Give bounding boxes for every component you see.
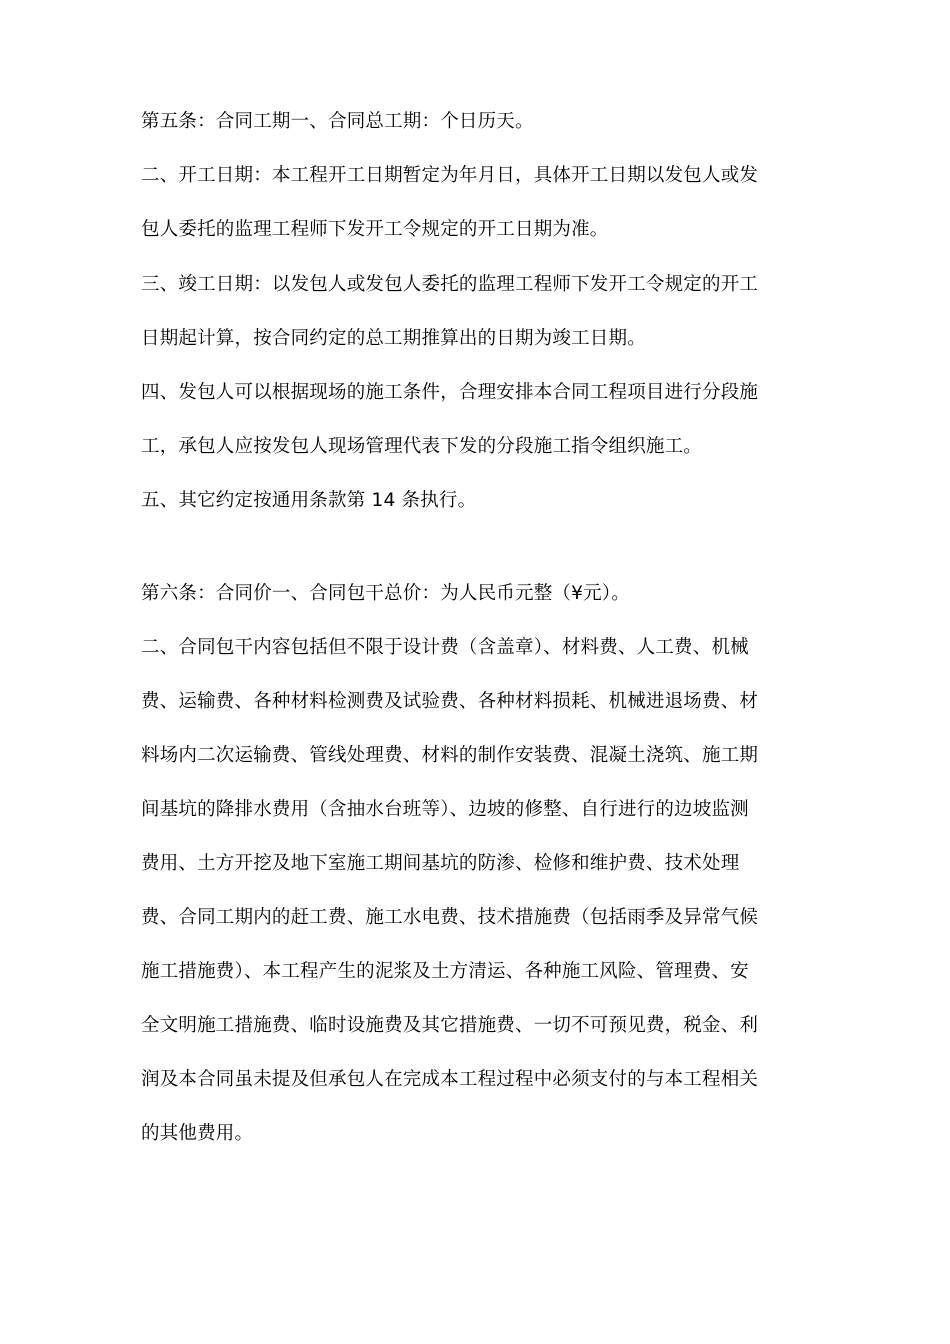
text-line: 全文明施工措施费、临时设施费及其它措施费、一切不可预见费，税金、利 [141, 1015, 759, 1036]
text-line: 三、竣工日期：以发包人或发包人委托的监理工程师下发开工令规定的开工 [141, 274, 759, 295]
text-line: 料场内二次运输费、管线处理费、材料的制作安装费、混凝土浇筑、施工期 [141, 745, 759, 766]
text-line: 费、运输费、各种材料检测费及试验费、各种材料损耗、机械进退场费、材 [141, 691, 759, 712]
text-line: 五、其它约定按通用条款第 14 条执行。 [141, 490, 477, 511]
text-line: 间基坑的降排水费用（含抽水台班等）、边坡的修整、自行进行的边坡监测 [141, 799, 749, 820]
clause-6-title-line: 第六条：合同价一、合同包干总价：为人民币元整（¥元）。 [141, 583, 630, 604]
text-line: 包人委托的监理工程师下发开工令规定的开工日期为准。 [141, 219, 609, 240]
text-line: 费用、土方开挖及地下室施工期间基坑的防渗、检修和维护费、技术处理 [141, 853, 740, 874]
clause-5-title-line: 第五条：合同工期一、合同总工期：个日历天。 [141, 111, 534, 132]
text-line: 工，承包人应按发包人现场管理代表下发的分段施工指令组织施工。 [141, 436, 703, 457]
text-line: 二、合同包干内容包括但不限于设计费（含盖章）、材料费、人工费、机械 [141, 637, 749, 658]
text-line: 施工措施费）、本工程产生的泥浆及土方清运、各种施工风险、管理费、安 [141, 961, 749, 982]
text-line: 费、合同工期内的赶工费、施工水电费、技术措施费（包括雨季及异常气候 [141, 907, 759, 928]
text-line: 的其他费用。 [141, 1123, 254, 1144]
text-line: 二、开工日期：本工程开工日期暂定为年月日，具体开工日期以发包人或发 [141, 165, 759, 186]
text-line: 四、发包人可以根据现场的施工条件，合理安排本合同工程项目进行分段施 [141, 382, 759, 403]
text-line: 润及本合同虽未提及但承包人在完成本工程过程中必须支付的与本工程相关 [141, 1069, 759, 1090]
text-line: 日期起计算，按合同约定的总工期推算出的日期为竣工日期。 [141, 328, 646, 349]
